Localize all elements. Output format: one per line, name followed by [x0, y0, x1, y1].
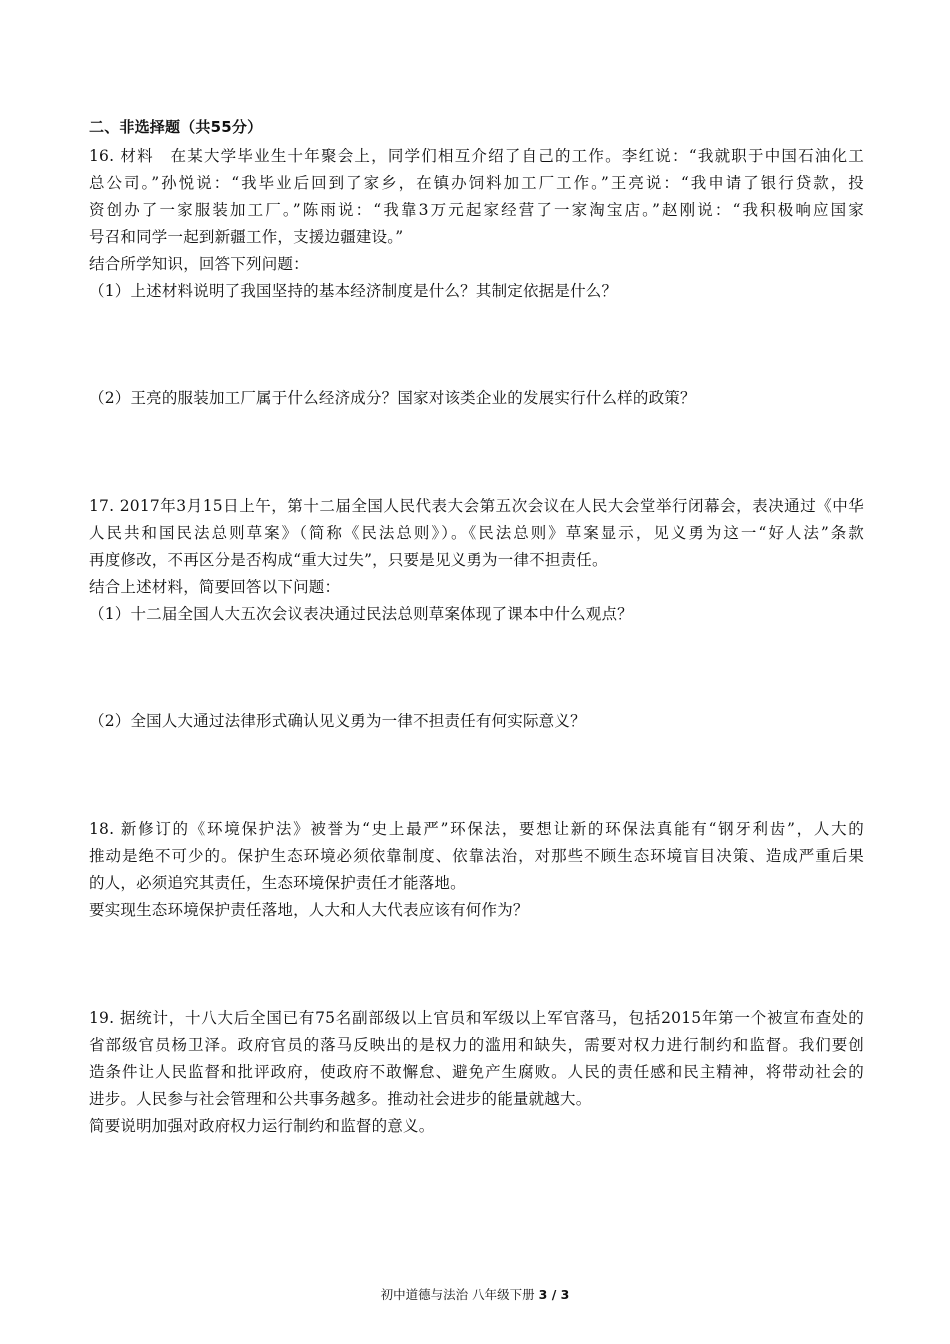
question-17-line-3: 再度修改，不再区分是否构成“重大过失”，只要是见义勇为一律不担责任。: [89, 551, 608, 569]
question-18-line-1: 18. 新修订的《环境保护法》被誉为“史上最严”环保法，要想让新的环保法真能有“钢牙利齿”，人大的: [89, 820, 864, 838]
question-18-prompt: 要实现生态环境保护责任落地，人大和人大代表应该有何作为？: [89, 901, 529, 919]
question-18-line-2: 推动是绝不可少的。保护生态环境必须依靠制度、依靠法治，对那些不顾生态环境盲目决策、造成严重后果: [89, 847, 864, 865]
question-17-prompt: 结合上述材料，简要回答以下问题：: [89, 578, 341, 596]
question-19-line-1: 19. 据统计，十八大后全国已有75名副部级以上官员和军级以上军官落马，包括2015年第一个被宣布查处的: [89, 1009, 864, 1027]
question-17-sub-1: （1）十二届全国人大五次会议表决通过民法总则草案体现了课本中什么观点？: [89, 605, 633, 623]
section-title: 二、非选择题（共55分）: [89, 118, 263, 136]
question-17-line-2: 人民共和国民法总则草案》（简称《民法总则》）。《民法总则》草案显示，见义勇为这一“好人法”条款: [89, 524, 864, 542]
question-18-line-3: 的人，必须追究其责任，生态环境保护责任才能落地。: [89, 874, 466, 892]
question-16-line-4: 号召和同学一起到新疆工作，支援边疆建设。”: [89, 228, 404, 246]
page-footer: [0, 1287, 950, 1303]
question-16-sub-1: （1）上述材料说明了我国坚持的基本经济制度是什么？其制定依据是什么？: [89, 282, 618, 300]
page-number: 3 / 3: [538, 1287, 570, 1302]
question-19-line-4: 进步。人民参与社会管理和公共事务越多。推动社会进步的能量就越大。: [89, 1090, 592, 1108]
footer-text: 初中道德与法治 八年级下册: [380, 1287, 535, 1302]
question-16-line-2: 总公司。”孙悦说：“我毕业后回到了家乡，在镇办饲料加工厂工作。”王亮说：“我申请了银行贷款，投: [89, 174, 864, 192]
question-16-prompt: 结合所学知识，回答下列问题：: [89, 255, 309, 273]
question-17-line-1: 17. 2017年3月15日上午，第十二届全国人民代表大会第五次会议在人民大会堂举行闭幕会，表决通过《中华: [89, 497, 864, 515]
question-16-sub-2: （2）王亮的服装加工厂属于什么经济成分？国家对该类企业的发展实行什么样的政策？: [89, 389, 696, 407]
question-19-line-3: 造条件让人民监督和批评政府，使政府不敢懈怠、避免产生腐败。人民的责任感和民主精神，将带动社会的: [89, 1063, 864, 1081]
question-16-line-1: 16. 材料 在某大学毕业生十年聚会上，同学们相互介绍了自己的工作。李红说：“我就职于中国石油化工: [89, 147, 864, 165]
question-16-line-3: 资创办了一家服装加工厂。”陈雨说：“我靠3万元起家经营了一家淘宝店。”赵刚说：“我积极响应国家: [89, 201, 864, 219]
question-19-line-2: 省部级官员杨卫泽。政府官员的落马反映出的是权力的滥用和缺失，需要对权力进行制约和监督。我们要创: [89, 1036, 864, 1054]
question-19-prompt: 简要说明加强对政府权力运行制约和监督的意义。: [89, 1117, 435, 1135]
question-17-sub-2: （2）全国人大通过法律形式确认见义勇为一律不担责任有何实际意义？: [89, 712, 586, 730]
